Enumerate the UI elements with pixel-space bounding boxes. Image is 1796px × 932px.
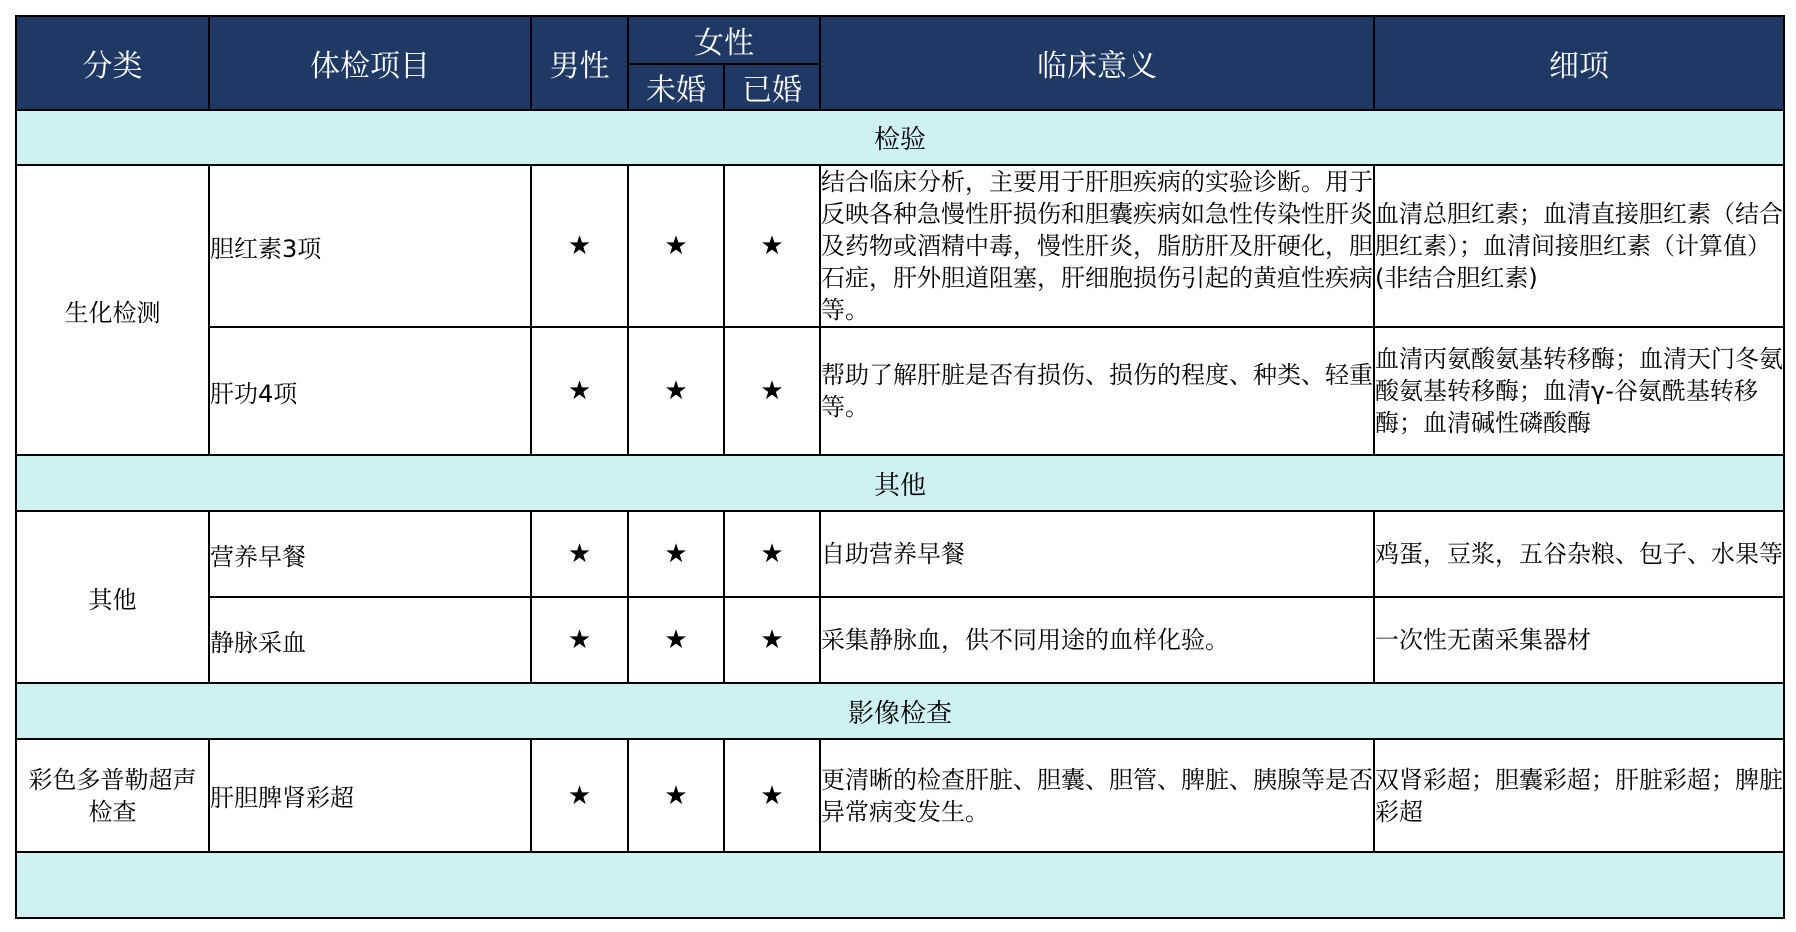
star-unmarried: ★ bbox=[628, 597, 724, 683]
section-imaging: 影像检查 bbox=[16, 683, 1784, 739]
detail-ultrasound: 双肾彩超；胆囊彩超；肝脏彩超；脾脏彩超 bbox=[1374, 739, 1784, 852]
clinical-breakfast: 自助营养早餐 bbox=[820, 511, 1374, 597]
star-male: ★ bbox=[531, 327, 628, 455]
item-bilirubin: 胆红素3项 bbox=[209, 165, 531, 327]
header-female: 女性 bbox=[628, 16, 820, 64]
clinical-ultrasound: 更清晰的检查肝脏、胆囊、胆管、脾脏、胰腺等是否异常病变发生。 bbox=[820, 739, 1374, 852]
clinical-bilirubin: 结合临床分析，主要用于肝胆疾病的实验诊断。用于反映各种急慢性肝损伤和胆囊疾病如急性传染性肝炎及药物或酒精中毒，慢性肝炎，脂肪肝及肝硬化，胆石症，肝外胆道阻塞，肝细胞损伤引起的黄疸性疾病等。 bbox=[820, 165, 1374, 327]
star-male: ★ bbox=[531, 739, 628, 852]
section-other: 其他 bbox=[16, 455, 1784, 511]
table-row bbox=[16, 597, 1784, 683]
section-row bbox=[16, 455, 1784, 511]
header-unmarried: 未婚 bbox=[628, 64, 724, 110]
footer-blank bbox=[16, 852, 1784, 918]
item-ultrasound: 肝胆脾肾彩超 bbox=[209, 739, 531, 852]
header-married: 已婚 bbox=[724, 64, 820, 110]
star-married: ★ bbox=[724, 165, 820, 327]
detail-blood: 一次性无菌采集器材 bbox=[1374, 597, 1784, 683]
star-unmarried: ★ bbox=[628, 327, 724, 455]
category-biochem: 生化检测 bbox=[16, 165, 209, 455]
checkup-table bbox=[15, 15, 1785, 919]
header-category: 分类 bbox=[16, 16, 209, 110]
detail-bilirubin: 血清总胆红素；血清直接胆红素（结合胆红素）；血清间接胆红素（计算值）(非结合胆红素) bbox=[1374, 165, 1784, 327]
table-row bbox=[16, 327, 1784, 455]
star-male: ★ bbox=[531, 511, 628, 597]
category-other: 其他 bbox=[16, 511, 209, 683]
star-unmarried: ★ bbox=[628, 739, 724, 852]
detail-breakfast: 鸡蛋，豆浆，五谷杂粮、包子、水果等 bbox=[1374, 511, 1784, 597]
star-married: ★ bbox=[724, 327, 820, 455]
category-ultrasound: 彩色多普勒超声检查 bbox=[16, 739, 209, 852]
star-married: ★ bbox=[724, 597, 820, 683]
table-row bbox=[16, 739, 1784, 852]
item-breakfast: 营养早餐 bbox=[209, 511, 531, 597]
star-male: ★ bbox=[531, 597, 628, 683]
section-row bbox=[16, 110, 1784, 165]
clinical-liver: 帮助了解肝脏是否有损伤、损伤的程度、种类、轻重等。 bbox=[820, 327, 1374, 455]
detail-liver: 血清丙氨酸氨基转移酶；血清天门冬氨酸氨基转移酶；血清γ-谷氨酰基转移酶；血清碱性磷酸酶 bbox=[1374, 327, 1784, 455]
header-male: 男性 bbox=[531, 16, 628, 110]
star-male: ★ bbox=[531, 165, 628, 327]
item-liver: 肝功4项 bbox=[209, 327, 531, 455]
star-married: ★ bbox=[724, 739, 820, 852]
header-item: 体检项目 bbox=[209, 16, 531, 110]
table-row bbox=[16, 165, 1784, 327]
header-clinical: 临床意义 bbox=[820, 16, 1374, 110]
section-row bbox=[16, 683, 1784, 739]
footer-row bbox=[16, 852, 1784, 918]
header-row-1 bbox=[16, 16, 1784, 64]
section-lab: 检验 bbox=[16, 110, 1784, 165]
clinical-blood: 采集静脉血，供不同用途的血样化验。 bbox=[820, 597, 1374, 683]
table-row bbox=[16, 511, 1784, 597]
star-unmarried: ★ bbox=[628, 165, 724, 327]
header-detail: 细项 bbox=[1374, 16, 1784, 110]
star-married: ★ bbox=[724, 511, 820, 597]
item-blood: 静脉采血 bbox=[209, 597, 531, 683]
star-unmarried: ★ bbox=[628, 511, 724, 597]
